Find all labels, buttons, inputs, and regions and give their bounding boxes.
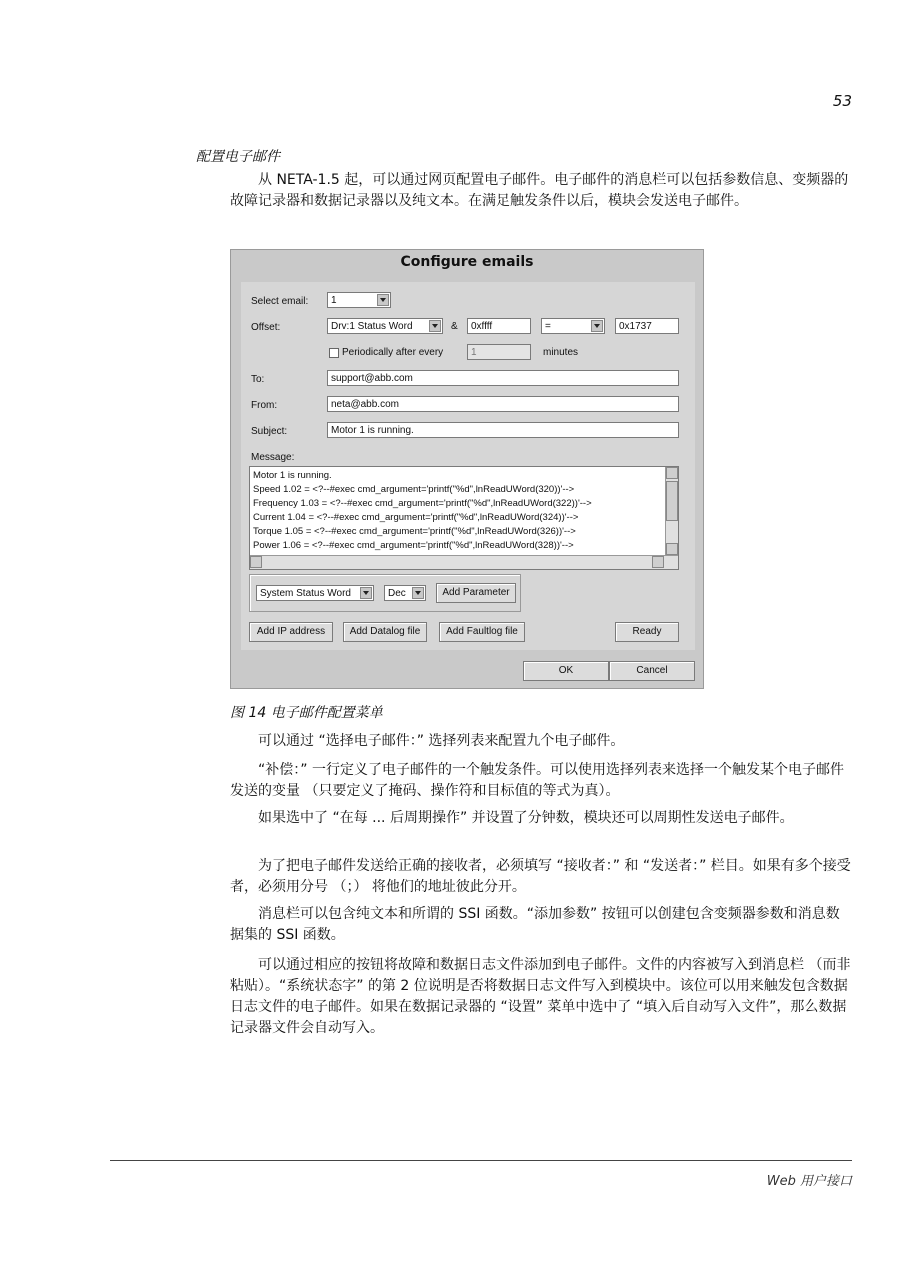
parameter-value: System Status Word [260, 588, 351, 599]
to-label: To: [251, 374, 265, 385]
vertical-scrollbar[interactable] [665, 467, 678, 555]
cancel-button[interactable]: Cancel [609, 661, 695, 681]
section-title: 配置电子邮件 [196, 149, 280, 165]
chevron-down-icon [429, 320, 441, 332]
format-dropdown[interactable] [384, 585, 426, 601]
select-email-value: 1 [331, 295, 337, 306]
body-paragraph: 为了把电子邮件发送给正确的接收者，必须填写 “接收者：” 和 “发送者：” 栏目。如果有多个接受者，必须用分号 （；） 将他们的地址彼此分开。 [230, 858, 851, 895]
message-textarea[interactable] [249, 466, 679, 570]
dialog-title: Configure emails [400, 254, 534, 270]
format-value: Dec [388, 588, 406, 599]
message-line: Power 1.06 = <?--#exec cmd_argument='printf("%d",lnReadUWord(328))'--> [253, 540, 574, 551]
body-paragraph: 可以通过相应的按钮将故障和数据日志文件添加到电子邮件。文件的内容被写入到消息栏 （而非粘贴）。“系统状态字” 的第 2 位说明是否将数据日志文件写入到模块中。该位可以用来触发包含数据日志文件的电子邮件。如果在数据记录器的 “设置” 菜单中选中了 “填入后自动写入文件”，那么数据记录器文件会自动写入。 [230, 957, 851, 1036]
message-label: Message: [251, 452, 295, 463]
subject-input[interactable]: Motor 1 is running. [327, 422, 679, 438]
scrollbar-thumb[interactable] [666, 481, 678, 521]
body-paragraph: 可以通过 “选择电子邮件：” 选择列表来配置九个电子邮件。 [258, 733, 625, 749]
message-line: Current 1.04 = <?--#exec cmd_argument='printf("%d",lnReadUWord(324))'--> [253, 512, 579, 523]
parameter-dropdown[interactable] [256, 585, 374, 601]
add-parameter-button[interactable]: Add Parameter [436, 583, 516, 603]
offset-amp-label: & [451, 321, 458, 332]
offset-param-dropdown[interactable] [327, 318, 443, 334]
ok-button[interactable]: OK [523, 661, 609, 681]
horizontal-scrollbar[interactable] [250, 555, 678, 569]
scroll-right-arrow-icon[interactable] [652, 556, 664, 568]
offset-target-input[interactable]: 0x1737 [615, 318, 679, 334]
scroll-left-arrow-icon[interactable] [250, 556, 262, 568]
add-ip-address-button[interactable]: Add IP address [249, 622, 333, 642]
message-line: Speed 1.02 = <?--#exec cmd_argument='printf("%d",lnReadUWord(320))'--> [253, 484, 575, 495]
chevron-down-icon [412, 587, 424, 599]
select-email-label: Select email: [251, 296, 309, 307]
subject-label: Subject: [251, 426, 288, 437]
intro-paragraph: 从 NETA-1.5 起，可以通过网页配置电子邮件。电子邮件的消息栏可以包括参数信息、变频器的故障记录器和数据记录器以及纯文本。在满足触发条件以后，模块会发送电子邮件。 [230, 172, 849, 209]
dialog-body [241, 282, 695, 650]
from-label: From: [251, 400, 278, 411]
select-email-dropdown[interactable] [327, 292, 391, 308]
chevron-down-icon [377, 294, 389, 306]
configure-emails-dialog [230, 249, 704, 689]
message-line: Torque 1.05 = <?--#exec cmd_argument='printf("%d",lnReadUWord(326))'--> [253, 526, 576, 537]
to-input[interactable]: support@abb.com [327, 370, 679, 386]
footer-divider [110, 1160, 852, 1161]
chevron-down-icon [360, 587, 372, 599]
ready-button[interactable]: Ready [615, 622, 679, 642]
footer-text: Web 用户接口 [766, 1174, 852, 1189]
offset-param-value: Drv:1 Status Word [331, 321, 413, 332]
offset-label: Offset: [251, 322, 281, 333]
scroll-up-arrow-icon[interactable] [666, 467, 678, 479]
body-paragraph: 如果选中了 “在每 ... 后周期操作” 并设置了分钟数，模块还可以周期性发送电子邮件。 [258, 810, 794, 826]
add-parameter-group [249, 574, 521, 612]
offset-operator-dropdown[interactable] [541, 318, 605, 334]
from-input[interactable]: neta@abb.com [327, 396, 679, 412]
offset-mask-input[interactable]: 0xffff [467, 318, 531, 334]
add-faultlog-file-button[interactable]: Add Faultlog file [439, 622, 525, 642]
chevron-down-icon [591, 320, 603, 332]
scroll-down-arrow-icon[interactable] [666, 543, 678, 555]
figure-caption: 图 14 电子邮件配置菜单 [230, 705, 383, 721]
page-number: 53 [832, 92, 852, 110]
offset-operator-value: = [545, 321, 551, 332]
periodically-checkbox[interactable] [329, 348, 339, 358]
body-paragraph: “补偿：” 一行定义了电子邮件的一个触发条件。可以使用选择列表来选择一个触发某个电子邮件发送的变量 （只要定义了掩码、操作符和目标值的等式为真）。 [230, 762, 844, 799]
message-line: Motor 1 is running. [253, 470, 332, 481]
minutes-label: minutes [543, 347, 579, 358]
add-datalog-file-button[interactable]: Add Datalog file [343, 622, 427, 642]
body-paragraph: 消息栏可以包含纯文本和所谓的 SSI 函数。“添加参数” 按钮可以创建包含变频器参数和消息数据集的 SSI 函数。 [230, 906, 840, 943]
periodically-minutes-input[interactable]: 1 [467, 344, 531, 360]
periodically-label: Periodically after every [342, 347, 444, 358]
message-line: Frequency 1.03 = <?--#exec cmd_argument='printf("%d",lnReadUWord(322))'--> [253, 498, 592, 509]
